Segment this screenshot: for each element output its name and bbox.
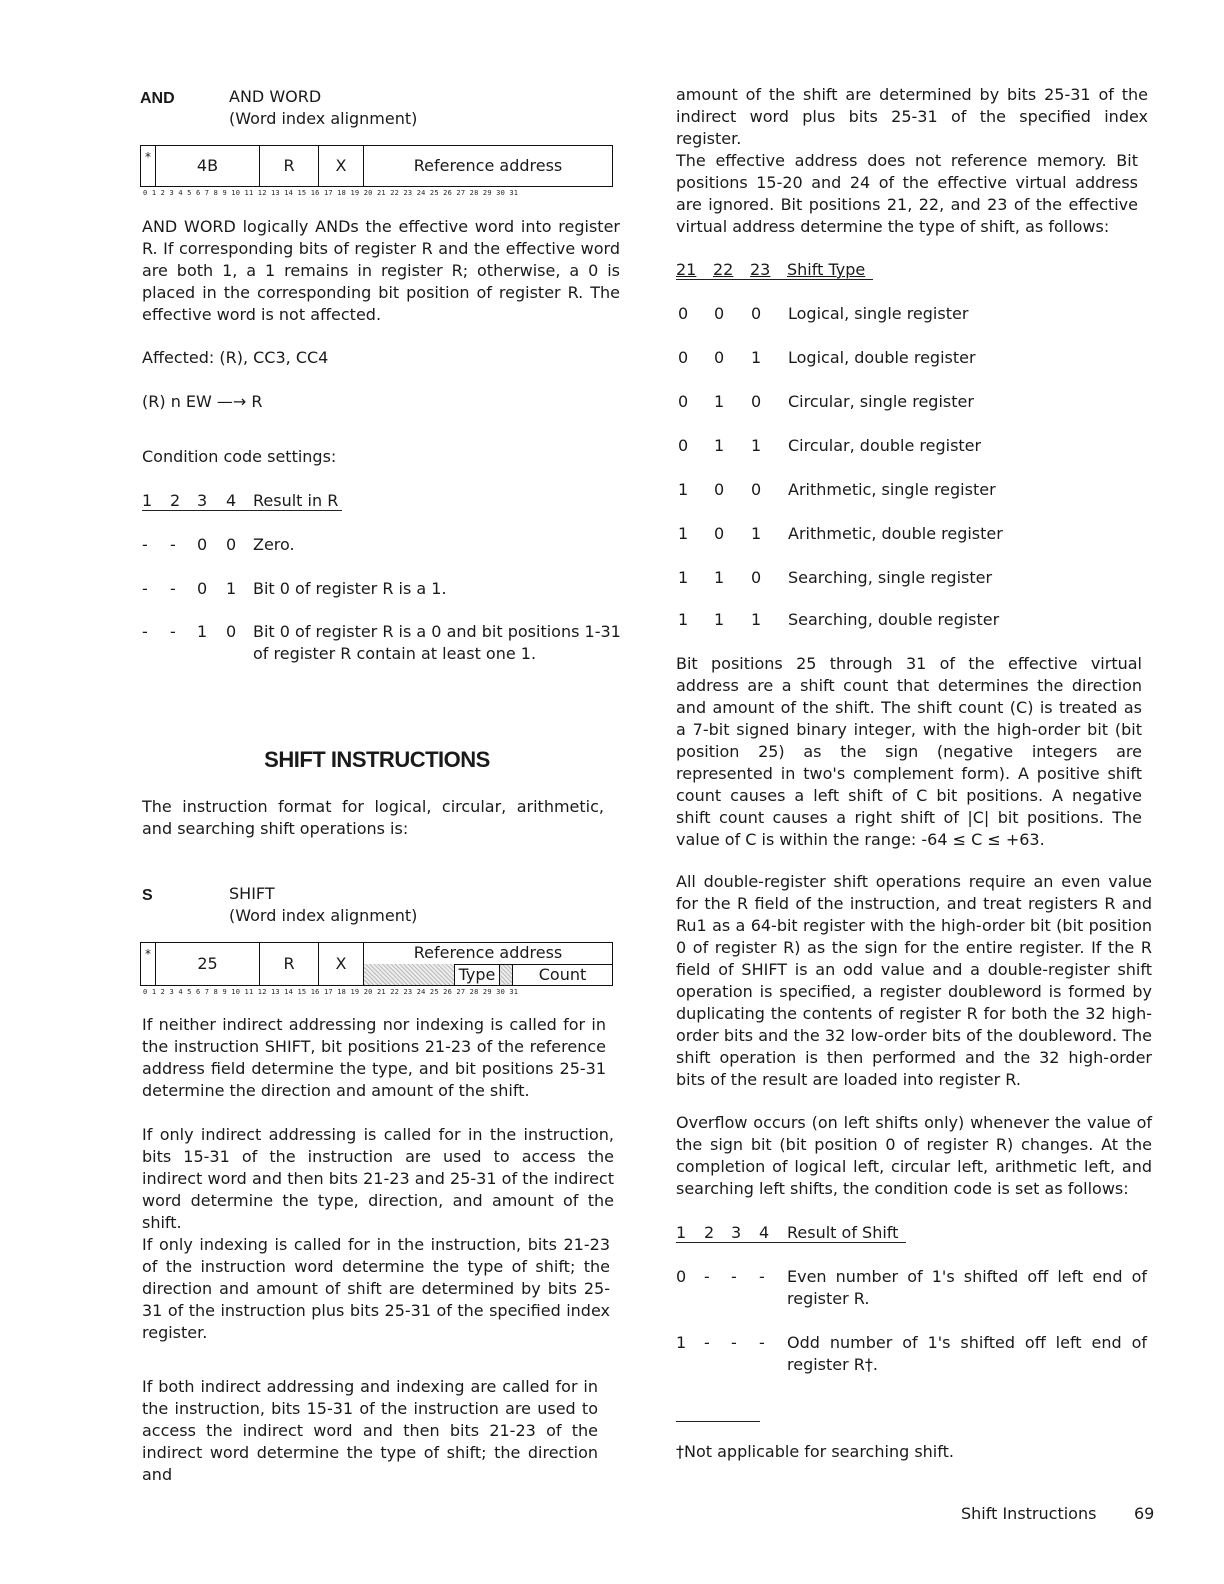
shift-paragraph-1: If neither indirect addressing nor indexing is called for in the instruction SHIFT, bit positions 21-23 of the reference address field determine the type, and bit positions 25-31 determine the direction and amount of the shift. — [142, 1015, 606, 1100]
page-number: 69 — [1134, 1504, 1155, 1523]
shift-bit-numbers: 0 1 2 3 4 5 6 7 8 9 10 11 12 13 14 15 16 17 18 19 20 21 22 23 24 25 26 27 28 29 30 31 — [143, 988, 519, 996]
table-row — [142, 621, 622, 663]
type-label: Searching, double register — [788, 610, 1000, 629]
type-col-21: 21 — [676, 260, 697, 279]
shift-type-table — [676, 259, 1156, 629]
type-label: Logical, double register — [788, 348, 976, 367]
type-bit: 0 — [714, 480, 725, 499]
section-heading: SHIFT INSTRUCTIONS — [264, 747, 490, 772]
and-alignment: (Word index alignment) — [229, 109, 418, 128]
type-bit: 0 — [751, 568, 762, 587]
cc-col-2: 2 — [704, 1223, 715, 1242]
cc-cell: 0 — [226, 622, 237, 641]
cc-header-underline — [142, 510, 342, 511]
shift-paragraph-3: If only indexing is called for in the instruction, bits 21-23 of the instruction word determine the type of shift; the direction and amount of shift are determined by bits 25-31 of the instruction plus bits 25-31 of the specified index register. — [142, 1235, 610, 1342]
type-bit: 0 — [751, 392, 762, 411]
and-bit-numbers: 0 1 2 3 4 5 6 7 8 9 10 11 12 13 14 15 16 17 18 19 20 21 22 23 24 25 26 27 28 29 30 31 — [143, 189, 519, 197]
count-field: Count — [513, 964, 613, 986]
type-bit: 1 — [714, 436, 725, 455]
right-paragraph-2: Bit positions 25 through 31 of the effective virtual address are a shift count that determines the direction and amount of the shift. The shift count (C) is treated as a 7-bit signed binary integer, with the high-order bit (bit position 25) as the sign (negative integers are represented in two's complement form). A positive shift count causes a left shift of C bit positions. A negative shift count causes a right shift of |C| bit positions. The value of C is within the range: -64 ≤ C ≤ +63. — [676, 654, 1142, 849]
ignored-bits — [364, 964, 455, 986]
cc-header-underline — [676, 1242, 906, 1243]
shift-paragraph-2: If only indirect addressing is called for in the instruction, bits 15-31 of the instruction are used to access the indirect word and then bits 21-23 and 25-31 of the indirect word determine the type, direction, and amount of the shift. — [142, 1125, 614, 1232]
table-row — [676, 347, 1156, 369]
table-row — [676, 523, 1156, 545]
cc-col-3: 3 — [197, 491, 208, 510]
and-title: AND WORD — [229, 87, 322, 106]
and-mnemonic: AND — [140, 90, 175, 107]
cc-cell: - — [170, 622, 176, 641]
shift-format-box — [140, 942, 613, 986]
shift-title: SHIFT — [229, 884, 275, 903]
cc-col-1: 1 — [142, 491, 153, 510]
ignored-bit-24 — [500, 964, 513, 986]
type-bit: 0 — [678, 304, 689, 323]
footnote-rule — [676, 1421, 760, 1422]
cc-result-header: Result of Shift — [787, 1223, 899, 1242]
cc-cell: - — [759, 1333, 765, 1352]
cc-cell: 0 — [226, 535, 237, 554]
cc-cell: - — [142, 579, 148, 598]
cc-cell: 0 — [197, 579, 208, 598]
cc-cell: 0 — [197, 535, 208, 554]
cc-cell: - — [142, 622, 148, 641]
type-header-row — [676, 259, 1156, 281]
r-field: R — [260, 146, 319, 187]
cc-cell: - — [704, 1267, 710, 1286]
table-row — [676, 479, 1156, 501]
cc-cell: - — [170, 535, 176, 554]
cc-cell: - — [759, 1267, 765, 1286]
right-paragraph-0: amount of the shift are determined by bits 25-31 of the indirect word plus bits 25-31 of the specified index register. — [676, 85, 1148, 148]
table-row — [676, 1266, 1156, 1308]
type-label: Arithmetic, single register — [788, 480, 996, 499]
x-field: X — [319, 943, 364, 986]
type-bit: 1 — [678, 480, 689, 499]
cc-cell: - — [704, 1333, 710, 1352]
and-format-box — [140, 145, 613, 187]
type-bit: 0 — [678, 348, 689, 367]
right-paragraph-4: Overflow occurs (on left shifts only) whenever the value of the sign bit (bit position 0 of register R) changes. At the completion of logical left, circular left, arithmetic left, and searching left shifts, the condition code is set as follows: — [676, 1113, 1152, 1198]
type-col-23: 23 — [750, 260, 771, 279]
shift-mnemonic: S — [142, 887, 153, 904]
reference-address-field: Reference address — [364, 943, 613, 965]
type-label: Logical, single register — [788, 304, 969, 323]
r-field: R — [260, 943, 319, 986]
footnote: †Not applicable for searching shift. — [676, 1442, 954, 1461]
cc-result: Zero. — [253, 535, 295, 554]
type-bit: 0 — [678, 436, 689, 455]
type-bit: 1 — [678, 568, 689, 587]
cc-cell: - — [731, 1267, 737, 1286]
opcode-field: 4B — [156, 146, 260, 187]
cc-col-4: 4 — [759, 1223, 770, 1242]
type-bit: 0 — [714, 524, 725, 543]
cc-result-header: Result in R — [253, 491, 339, 510]
type-bit: 1 — [751, 348, 762, 367]
cc-cell: 0 — [676, 1267, 687, 1286]
and-cc-table — [142, 490, 622, 670]
type-bit: 0 — [678, 392, 689, 411]
cc-col-4: 4 — [226, 491, 237, 510]
opcode-field: 25 — [156, 943, 260, 986]
type-bit: 1 — [714, 568, 725, 587]
cc-col-2: 2 — [170, 491, 181, 510]
shift-paragraph-4: If both indirect addressing and indexing are called for in the instruction, bits 15-31 of the instruction are used to access the indirect word and then bits 21-23 of the indirect word determine the type of shift; the direction and — [142, 1377, 598, 1484]
table-row — [676, 303, 1156, 325]
table-row — [142, 578, 622, 600]
shift-cc-table — [676, 1222, 1156, 1382]
type-header-underline — [676, 279, 873, 280]
cc-cell: - — [731, 1333, 737, 1352]
cc-result: Bit 0 of register R is a 0 and bit positions 1-31 of register R contain at least one 1. — [253, 622, 621, 663]
table-row — [142, 534, 622, 556]
cc-cell: - — [142, 535, 148, 554]
cc-result: Bit 0 of register R is a 1. — [253, 579, 447, 598]
type-label: Searching, single register — [788, 568, 993, 587]
indirect-flag: * — [141, 146, 156, 187]
x-field: X — [319, 146, 364, 187]
cc-header-row — [676, 1222, 1156, 1244]
cc-cell: 1 — [197, 622, 208, 641]
type-bit: 0 — [751, 304, 762, 323]
type-col-22: 22 — [713, 260, 734, 279]
cc-col-3: 3 — [731, 1223, 742, 1242]
right-paragraph-3: All double-register shift operations require an even value for the R field of the instruction, and treat registers R and Ru1 as a 64-bit register with the high-order bit (bit position 0 of register R) as the sign for the entire register. If the R field of SHIFT is an odd value and a double-register shift operation is specified, a register doubleword is formed by duplicating the contents of register R for both the 32 high-order bits and the 32 low-order bits of the doubleword. The shift operation is then performed and the 32 high-order bits of the result are loaded into register R. — [676, 872, 1152, 1089]
shift-intro: The instruction format for logical, circular, arithmetic, and searching shift operations is: — [142, 797, 604, 838]
reference-address-field: Reference address — [364, 146, 613, 187]
cc-cell: - — [170, 579, 176, 598]
table-row — [676, 391, 1156, 413]
type-bit: 1 — [751, 524, 762, 543]
cc-header-row — [142, 490, 622, 512]
cc-cell: 1 — [676, 1333, 687, 1352]
indirect-flag: * — [141, 943, 156, 986]
and-formula: (R) n EW —→ R — [142, 392, 263, 411]
and-description: AND WORD logically ANDs the effective word into register R. If corresponding bits of register R and the effective word are both 1, a 1 remains in register R; otherwise, a 0 is placed in the corresponding bit position of register R. The effective word is not affected. — [142, 217, 620, 324]
footer-section-title: Shift Instructions — [961, 1504, 1097, 1523]
cc-result: Odd number of 1's shifted off left end of register R†. — [787, 1333, 1147, 1374]
type-bit: 0 — [751, 480, 762, 499]
type-bit: 1 — [678, 610, 689, 629]
type-label-header: Shift Type — [787, 260, 866, 279]
type-bit: 1 — [751, 436, 762, 455]
and-cc-heading: Condition code settings: — [142, 447, 337, 466]
shift-alignment: (Word index alignment) — [229, 906, 418, 925]
cc-result: Even number of 1's shifted off left end of register R. — [787, 1267, 1147, 1308]
cc-col-1: 1 — [676, 1223, 687, 1242]
type-label: Circular, double register — [788, 436, 982, 455]
right-paragraph-1: The effective address does not reference memory. Bit positions 15-20 and 24 of the effective virtual address are ignored. Bit positions 21, 22, and 23 of the effective virtual address determine the type of shift, as follows: — [676, 151, 1138, 236]
type-label: Circular, single register — [788, 392, 974, 411]
table-row — [676, 567, 1156, 589]
table-row — [676, 1332, 1156, 1374]
type-bit: 0 — [714, 348, 725, 367]
and-affected: Affected: (R), CC3, CC4 — [142, 348, 329, 367]
cc-cell: 1 — [226, 579, 237, 598]
type-bit: 1 — [751, 610, 762, 629]
type-bit: 1 — [714, 392, 725, 411]
table-row — [676, 609, 1156, 631]
type-bit: 1 — [714, 610, 725, 629]
type-label: Arithmetic, double register — [788, 524, 1003, 543]
type-field: Type — [455, 964, 500, 986]
type-bit: 1 — [678, 524, 689, 543]
table-row — [676, 435, 1156, 457]
type-bit: 0 — [714, 304, 725, 323]
